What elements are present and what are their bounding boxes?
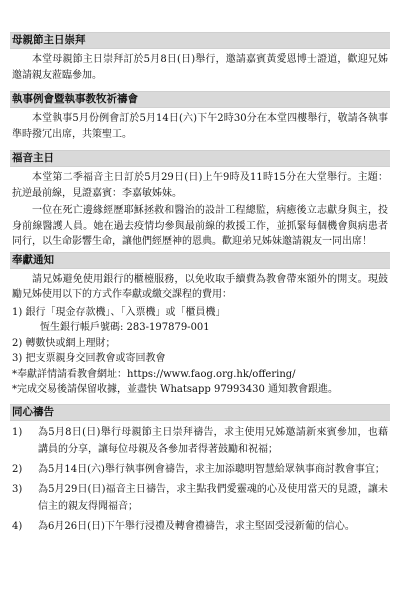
prayer-item — [12, 518, 388, 535]
section-title-gospel-sunday: 福音主日 — [10, 150, 390, 167]
prayer-item-number: 3) — [12, 483, 23, 495]
prayer-list — [10, 424, 390, 535]
prayer-item-number: 1) — [12, 426, 23, 438]
section-title-mothers-day: 母親節主日崇拜 — [10, 32, 390, 49]
prayer-item-text: 為5月8日(日)舉行母親節主日崇拜禱告，求主使用兄姊邀請新來賓參加，也藉講員的分享，讓每位母親及各參加者得著鼓勵和祝福； — [38, 426, 388, 455]
prayer-item-number: 2) — [12, 463, 23, 475]
gospel-sunday-body-1: 本堂第二季福音主日訂於5月29日(日)上午9時及11時15分在大堂舉行。主題：抗逆最前線，見證嘉賓：李嘉敏姊妹。 — [12, 172, 388, 199]
offering-method-2: 2) 轉數快或網上理財； — [12, 337, 116, 349]
deacon-prayer-body: 本堂執事5月份例會訂於5月14日(六)下午2時30分在本堂四樓舉行，敬請各執事準時撥冗出席，共策聖工。 — [12, 113, 388, 140]
mothers-day-body: 本堂母親節主日崇拜訂於5月8日(日)舉行，邀請嘉賓黃愛恩博士證道，歡迎兄姊邀請親友蒞臨參加。 — [12, 54, 388, 81]
prayer-item-number: 4) — [12, 520, 23, 532]
offering-method-3: 3) 把支票親身交回教會或寄回教會 — [12, 353, 166, 364]
prayer-item-text: 為5月29日(日)福音主日禱告，求主點我們愛靈魂的心及使用當天的見證，讓未信主的親友得聞福音； — [38, 483, 388, 512]
section-title-prayer: 同心禱告 — [10, 404, 390, 421]
prayer-item-text: 為6月26日(日)下午舉行浸禮及轉會禮禱告，求主堅固受浸新葡的信心。 — [38, 520, 355, 532]
prayer-item-text: 為5月14日(六)舉行執事例會禱告，求主加添聰明智慧給眾執事商討教會事宜； — [38, 463, 385, 475]
section-title-deacon-prayer: 執事例會暨執事教牧祈禱會 — [10, 91, 390, 108]
prayer-item — [12, 424, 388, 458]
offering-bank-account: 恆生銀行帳戶號碼: 283-197879-001 — [40, 322, 210, 333]
prayer-item — [12, 461, 388, 478]
offering-website-note: *奉獻詳情請看教會網址：https://www.faog.org.hk/offering/ — [12, 368, 296, 380]
section-title-offering: 奉獻通知 — [10, 252, 390, 269]
gospel-sunday-body-2: 一位在死亡邊緣經歷耶穌拯救和醫治的設計工程總監，病癒後立志獻身與主，投身前線醫護人員。她在過去疫情均參與最前線的救援工作，並抓緊每個機會與病患者同行，以生命影響生命，讓他們經歷神的恩典。歡迎弟兄姊妹邀請親友一同出席！ — [12, 205, 388, 247]
prayer-item — [12, 481, 388, 515]
offering-receipt-note: *完成交易後請保留收據，並盡快 Whatsapp 97993430 通知教會跟進。 — [12, 384, 339, 395]
offering-method-1: 1) 銀行「現金存款機」、「入票機」或「櫃員機」 — [12, 306, 226, 318]
offering-intro: 請兄姊避免使用銀行的櫃檯服務，以免收取手續費為教會帶來額外的開支。現鼓勵兄姊使用以下的方式作奉獻或繳交課程的費用： — [12, 273, 388, 300]
